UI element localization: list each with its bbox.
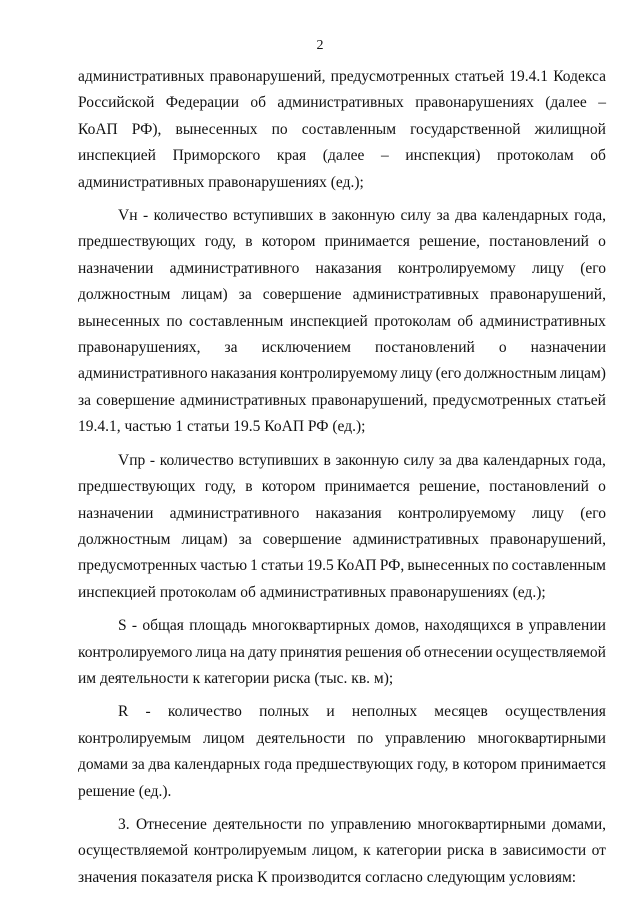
text-line: назначении административного наказания контролируемому лицу (его — [78, 504, 606, 522]
text-line: S - общая площадь многоквартирных домов, находящихся в управлении — [118, 617, 606, 635]
text-line: назначении административного наказания контролируемому лицу (его — [78, 259, 606, 277]
text-line: домами за два календарных года предшествующих году, в котором принимается — [78, 756, 606, 774]
text-line: вынесенных по составленным инспекцией протоколам об административных — [78, 312, 606, 330]
text-line: инспекцией Приморского края (далее – инспекция) протоколам об — [78, 147, 606, 165]
paragraph — [78, 64, 606, 196]
text-line: контролируемого лица на дату принятия решения об отнесении осуществляемой — [78, 643, 606, 661]
paragraph — [78, 812, 606, 891]
text-line: 3. Отнесение деятельности по управлению многоквартирными домами, — [118, 815, 606, 833]
text-line: административных правонарушениях (ед.); — [78, 173, 364, 191]
text-line: предусмотренных частью 1 статьи 19.5 КоАП РФ, вынесенных по составленным — [78, 557, 606, 575]
text-line: правонарушениях, за исключением постановлений о назначении — [78, 339, 606, 357]
text-line: Vпр - количество вступивших в законную силу за два календарных года, — [118, 451, 606, 469]
text-line: решение (ед.). — [78, 782, 172, 800]
text-line: за совершение административных правонарушений, предусмотренных статьей — [78, 391, 606, 409]
text-line: Российской Федерации об административных правонарушениях (далее – — [78, 94, 606, 112]
paragraph — [78, 613, 606, 692]
document-body — [78, 64, 606, 898]
paragraph — [78, 448, 606, 606]
text-line: R - количество полных и неполных месяцев осуществления — [118, 703, 606, 721]
text-line: должностным лицам) за совершение административных правонарушений, — [78, 286, 606, 304]
text-line: административного наказания контролируемому лицу (его должностным лицам) — [78, 365, 606, 383]
text-line: КоАП РФ), вынесенных по составленным государственной жилищной — [78, 120, 606, 138]
paragraph — [78, 203, 606, 441]
text-line: им деятельности к категории риска (тыс. кв. м); — [78, 669, 394, 687]
text-line: административных правонарушений, предусмотренных статьей 19.4.1 Кодекса — [78, 68, 606, 85]
text-line: контролируемым лицом деятельности по управлению многоквартирными — [78, 729, 606, 747]
text-line: 19.4.1, частью 1 статьи 19.5 КоАП РФ (ед.); — [78, 418, 366, 436]
text-line: Vн - количество вступивших в законную силу за два календарных года, — [118, 207, 606, 225]
text-line: инспекцией протоколам об административных правонарушениях (ед.); — [78, 583, 546, 601]
page-number: 2 — [316, 38, 324, 53]
text-line: предшествующих году, в котором принимается решение, постановлений о — [78, 233, 606, 251]
paragraph — [78, 699, 606, 805]
text-line: должностным лицам) за совершение административных правонарушений, — [78, 530, 606, 548]
text-line: осуществляемой контролируемым лицом, к категории риска в зависимости от — [78, 842, 606, 860]
text-line: значения показателя риска К производится согласно следующим условиям: — [78, 868, 577, 886]
text-line: предшествующих году, в котором принимается решение, постановлений о — [78, 478, 606, 496]
